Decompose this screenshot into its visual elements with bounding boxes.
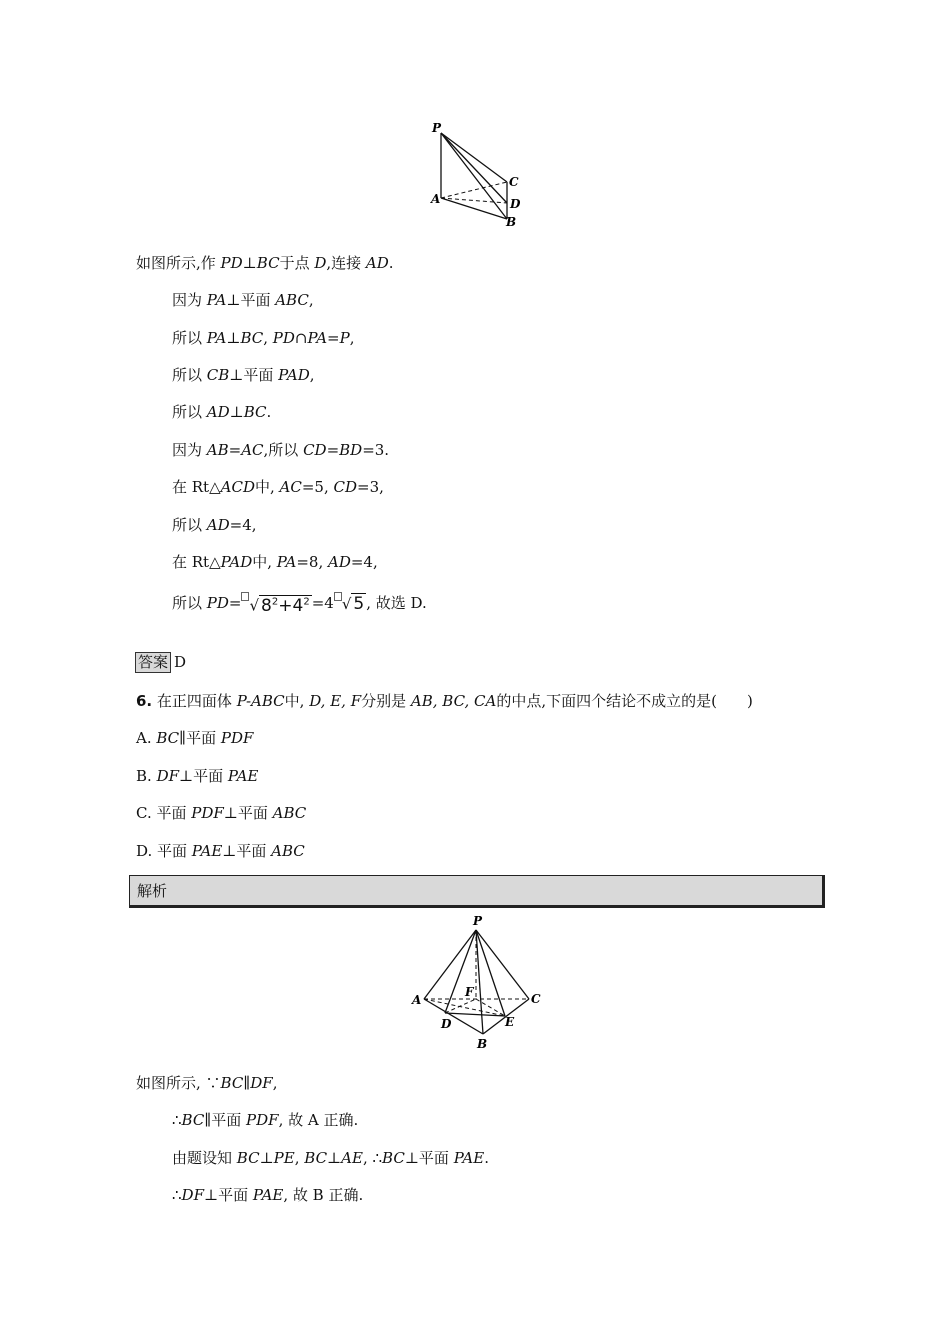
figure-tetrahedron-pabc bbox=[425, 118, 535, 237]
sol6-line4: ∴DF⊥平面 PAE, 故 B 正确. bbox=[172, 1186, 364, 1204]
label-B: B bbox=[506, 215, 517, 229]
sol5-line9: 在 Rt△PAD中, PA=8, AD=4, bbox=[172, 553, 378, 571]
sqrt-expression-2: √ 5 bbox=[341, 593, 365, 614]
label-A: A bbox=[431, 192, 441, 206]
sol5-line10: 所以 PD= √ $8^2+4^2 =4$ √ 5 , 故选 D. bbox=[172, 590, 427, 618]
sol6-line3: 由题设知 BC⊥PE, BC⊥AE, ∴BC⊥平面 PAE. bbox=[172, 1149, 489, 1167]
sol5-line1: 如图所示,作 PD⊥BC于点 D,连接 AD. bbox=[136, 254, 394, 272]
label-E: E bbox=[505, 1015, 515, 1029]
label-P: P bbox=[473, 914, 483, 928]
label-B: B bbox=[477, 1037, 488, 1051]
option-a: A. BC∥平面 PDF bbox=[136, 729, 254, 747]
sol6-line1: 如图所示, ∵BC∥DF, bbox=[136, 1074, 278, 1092]
analysis-header bbox=[129, 875, 825, 908]
figure-regular-tetrahedron bbox=[405, 912, 550, 1056]
label-P: P bbox=[432, 121, 442, 135]
option-d: D. 平面 PAE⊥平面 ABC bbox=[136, 842, 305, 860]
sol5-line5: 所以 AD⊥BC. bbox=[172, 403, 272, 421]
figure2-svg bbox=[405, 912, 550, 1052]
analysis-header-label: 解析 bbox=[137, 882, 168, 900]
label-A: A bbox=[412, 993, 422, 1007]
label-D: D bbox=[441, 1017, 452, 1031]
question-6-stem: 6. 在正四面体 P-ABC中, D, E, F分别是 AB, BC, CA的中点,下面四个结论不成立的是( ) bbox=[136, 692, 753, 710]
sqrt-expression-1: √ $8^2+4^2$ bbox=[249, 595, 310, 616]
figure1-svg bbox=[425, 118, 535, 233]
sol5-line3: 所以 PA⊥BC, PD∩PA=P, bbox=[172, 329, 355, 347]
label-C: C bbox=[509, 175, 519, 189]
placeholder-glyph-2 bbox=[334, 592, 342, 601]
label-F: F bbox=[465, 985, 474, 999]
option-c: C. 平面 PDF⊥平面 ABC bbox=[136, 804, 307, 822]
sol5-line7: 在 Rt△ACD中, AC=5, CD=3, bbox=[172, 478, 384, 496]
sol5-line8: 所以 AD=4, bbox=[172, 516, 257, 534]
sol5-line6: 因为 AB=AC,所以 CD=BD=3. bbox=[172, 441, 390, 459]
sol6-line2: ∴BC∥平面 PDF, 故 A 正确. bbox=[172, 1111, 359, 1129]
option-b: B. DF⊥平面 PAE bbox=[136, 767, 259, 785]
placeholder-glyph bbox=[241, 592, 249, 601]
label-D: D bbox=[510, 197, 521, 211]
answer-value: D bbox=[174, 653, 187, 671]
sol5-line2: 因为 PA⊥平面 ABC, bbox=[172, 291, 314, 309]
label-C: C bbox=[531, 992, 541, 1006]
answer-tag: 答案 bbox=[135, 652, 171, 673]
sol5-line4: 所以 CB⊥平面 PAD, bbox=[172, 366, 315, 384]
